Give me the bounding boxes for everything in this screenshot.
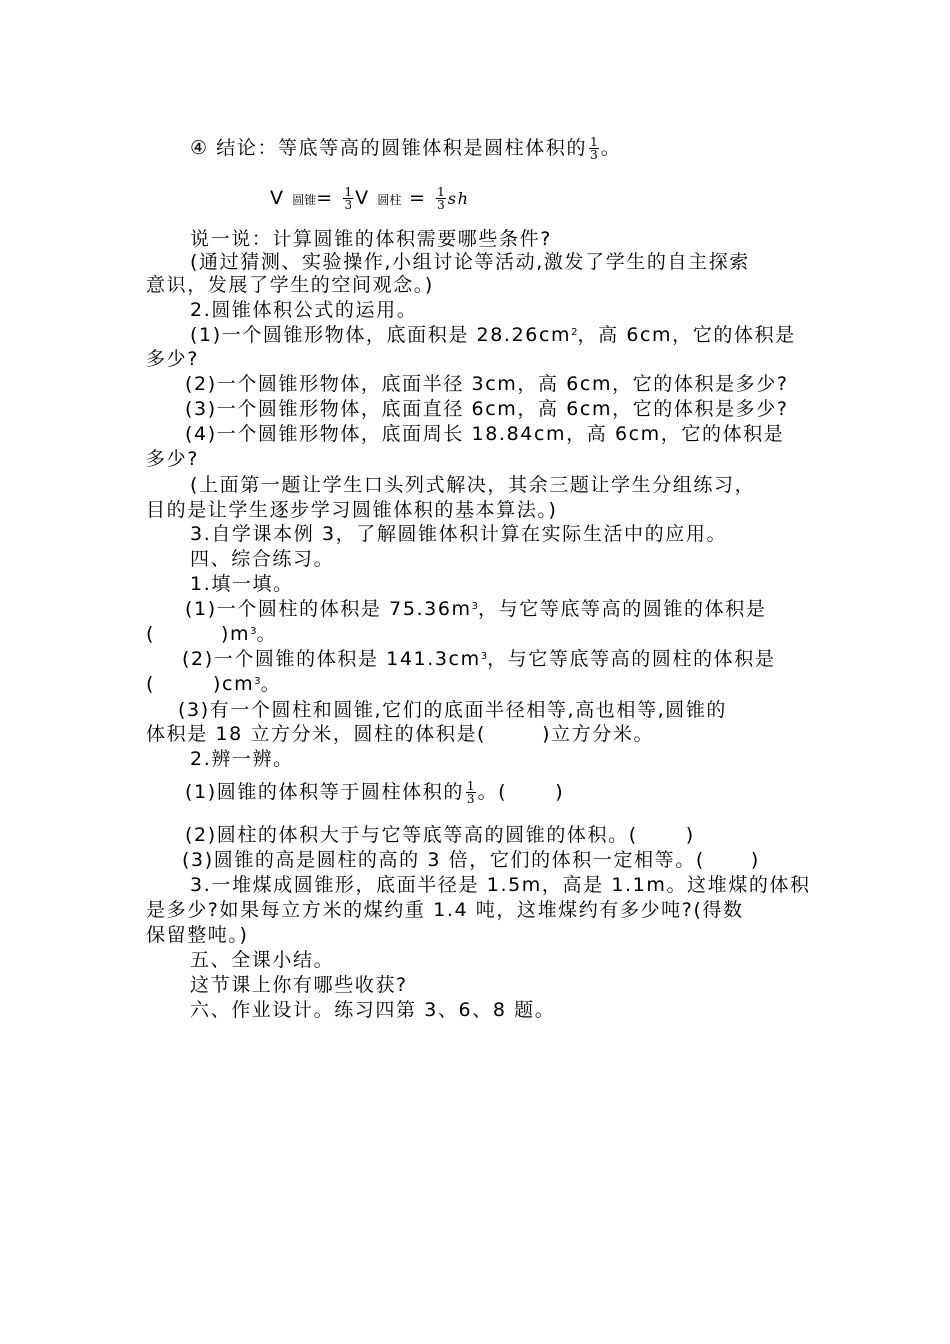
question-4: (4)一个圆锥形物体，底面周长 18.84cm，高 6cm，它的体积是 <box>185 423 785 445</box>
coal-problem-cont: 保留整吨。) <box>146 924 249 946</box>
section-heading: 五、全课小结。 <box>190 949 335 971</box>
discussion-prompt: 说一说：计算圆锥的体积需要哪些条件? <box>190 228 552 250</box>
summary-prompt: 这节课上你有哪些收获? <box>190 974 408 996</box>
teaching-note: 目的是让学生逐步学习圆锥体积的基本算法。) <box>146 499 558 521</box>
fraction-one-third: $\frac{1}{3}$ <box>590 135 598 162</box>
fraction-one-third: $\frac{1}{3}$ <box>466 779 475 806</box>
judge-question-1: (1)圆锥的体积等于圆柱体积的 $\frac{1}{3}$ 。( ) <box>185 779 565 806</box>
fraction-one-third: $\frac{1}{3}$ <box>437 185 445 212</box>
coal-problem-cont: 是多少?如果每立方米的煤约重 1.4 吨，这堆煤约有多少吨?(得数 <box>146 899 744 921</box>
homework-line: 六、作业设计。练习四第 3、6、8 题。 <box>190 999 556 1021</box>
judge-question-2: (2)圆柱的体积大于与它等底等高的圆锥的体积。( ) <box>185 824 695 846</box>
fill-answer-1: ( )$m^3$。 <box>146 623 278 645</box>
question-1: (1)一个圆锥形物体，底面积是 $28.26cm^2$，高 6cm，它的体积是 <box>190 324 796 346</box>
teaching-note: (通过猜测、实验操作,小组讨论等活动,激发了学生的自主探索 <box>190 251 750 273</box>
section-heading: 2.圆锥体积公式的运用。 <box>190 299 418 321</box>
coal-problem: 3.一堆煤成圆锥形，底面半径是 1.5m，高是 1.1m。这堆煤的体积 <box>190 874 811 896</box>
teaching-note: (上面第一题让学生口头列式解决，其余三题让学生分组练习， <box>190 474 756 496</box>
section-heading: 四、综合练习。 <box>190 548 335 570</box>
fraction-one-third: $\frac{1}{3}$ <box>344 185 353 212</box>
fill-question-1: (1)一个圆柱的体积是 $75.36m^3$，与它等底等高的圆锥的体积是 <box>185 598 767 620</box>
subscript-cone: 圆锥 <box>292 193 317 207</box>
conclusion-line: ④ 结论：等底等高的圆锥体积是圆柱体积的 $\frac{1}{3}$ 。 <box>190 135 622 162</box>
fill-question-3: (3)有一个圆柱和圆锥,它们的底面半径相等,高也相等,圆锥的 <box>178 699 728 721</box>
judge-question-3: (3)圆锥的高是圆柱的高的 3 倍，它们的体积一定相等。( ) <box>182 849 760 871</box>
volume-formula: V 圆锥= $\frac{1}{3}$ V 圆柱 = $\frac{1}{3}$ sh <box>270 185 470 212</box>
section-heading: 3.自学课本例 3，了解圆锥体积计算在实际生活中的应用。 <box>190 523 728 545</box>
fill-question-2: (2)一个圆锥的体积是 $141.3cm^3$，与它等底等高的圆柱的体积是 <box>182 648 776 670</box>
conclusion-text: ④ 结论：等底等高的圆锥体积是圆柱体积的 <box>190 137 588 159</box>
exercise-heading: 1.填一填。 <box>190 573 294 595</box>
question-2: (2)一个圆锥形物体，底面半径 3cm，高 6cm，它的体积是多少? <box>185 373 789 395</box>
exercise-heading: 2.辨一辨。 <box>190 748 294 770</box>
fill-answer-2: ( )$cm^3$。 <box>146 673 282 695</box>
question-4-cont: 多少? <box>146 448 199 470</box>
question-3: (3)一个圆锥形物体，底面直径 6cm，高 6cm，它的体积是多少? <box>185 398 789 420</box>
teaching-note: 意识，发展了学生的空间观念。) <box>146 274 434 296</box>
subscript-cylinder: 圆柱 <box>377 193 402 207</box>
question-1-cont: 多少? <box>146 348 199 370</box>
fill-question-3-cont: 体积是 18 立方分米，圆柱的体积是( )立方分米。 <box>146 723 655 745</box>
